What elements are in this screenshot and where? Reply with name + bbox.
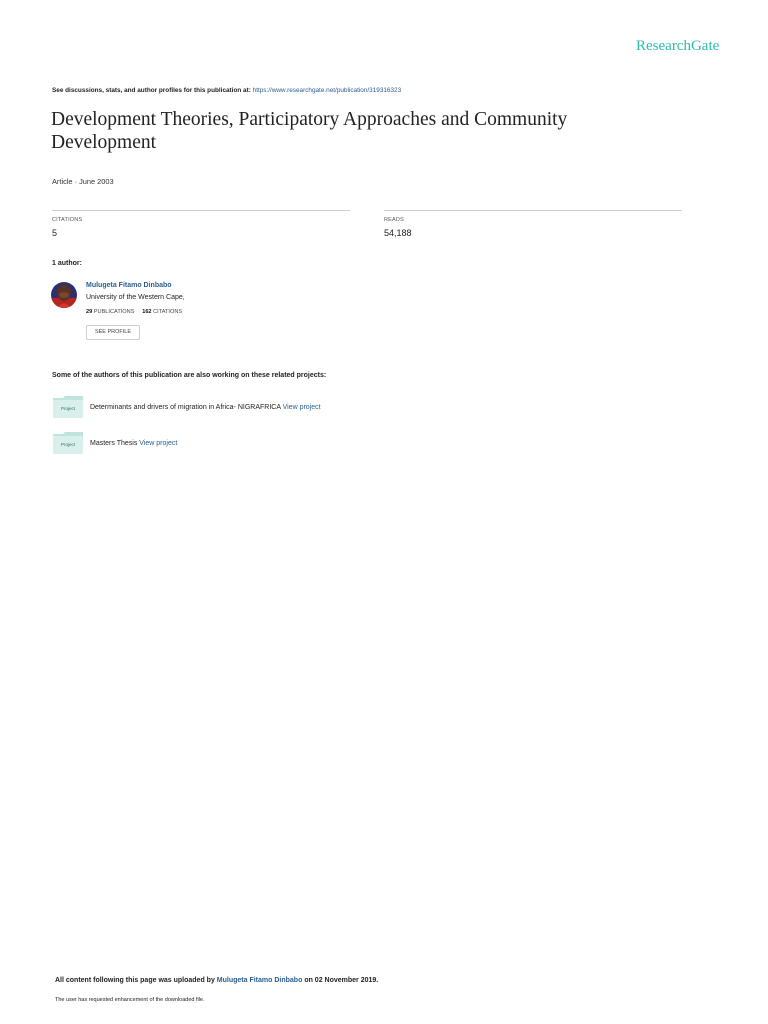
upload-notice bbox=[55, 977, 378, 984]
reads-divider bbox=[384, 210, 682, 211]
project-item bbox=[90, 404, 321, 411]
view-project-link[interactable]: View project bbox=[139, 440, 178, 447]
citations-divider bbox=[52, 210, 350, 211]
citations-label: CITATIONS bbox=[52, 217, 83, 223]
enhancement-note: The user has requested enhancement of the downloaded file. bbox=[55, 997, 205, 1003]
uploader-link[interactable]: Mulugeta Fitamo Dinbabo bbox=[216, 977, 303, 984]
project-item bbox=[90, 440, 177, 447]
project-icon-label: Project bbox=[60, 442, 75, 447]
avatar[interactable] bbox=[51, 282, 77, 308]
project-title: Masters Thesis bbox=[90, 440, 138, 447]
researchgate-logo[interactable]: ResearchGate bbox=[636, 38, 720, 54]
citations-value: 5 bbox=[52, 228, 58, 238]
author-photo-icon bbox=[51, 282, 77, 308]
author-affiliation: University of the Western Cape, bbox=[86, 294, 185, 301]
authors-heading: 1 author: bbox=[52, 260, 82, 267]
paper-meta: Article · June 2003 bbox=[52, 177, 114, 186]
publications-label: PUBLICATIONS bbox=[93, 309, 135, 315]
project-folder-icon bbox=[53, 396, 83, 418]
paper-title: Development Theories, Participatory Approaches and Community Development bbox=[51, 109, 568, 153]
discussion-text: See discussions, stats, and author profiles for this publication at: bbox=[52, 87, 251, 94]
publications-count: 29 bbox=[86, 309, 93, 315]
related-projects-heading: Some of the authors of this publication are also working on these related projects: bbox=[52, 372, 327, 379]
discussion-line bbox=[52, 87, 401, 94]
publication-url-link[interactable]: https://www.researchgate.net/publication/319316323 bbox=[252, 87, 402, 94]
project-icon-label: Project bbox=[60, 406, 75, 411]
view-project-link[interactable]: View project bbox=[282, 404, 321, 411]
project-folder-icon bbox=[53, 432, 83, 454]
author-citations-count: 162 bbox=[142, 309, 152, 315]
author-counts bbox=[86, 309, 182, 315]
reads-label: READS bbox=[384, 217, 404, 223]
author-name-link[interactable]: Mulugeta Fitamo Dinbabo bbox=[86, 282, 172, 289]
reads-value: 54,188 bbox=[384, 228, 412, 238]
project-title: Determinants and drivers of migration in Africa- NIGRAFRICA bbox=[90, 404, 281, 411]
upload-suffix: on 02 November 2019. bbox=[304, 977, 379, 984]
upload-prefix: All content following this page was uploaded by bbox=[55, 977, 215, 984]
see-profile-button[interactable]: SEE PROFILE bbox=[86, 325, 140, 340]
author-citations-label: CITATIONS bbox=[153, 309, 183, 315]
